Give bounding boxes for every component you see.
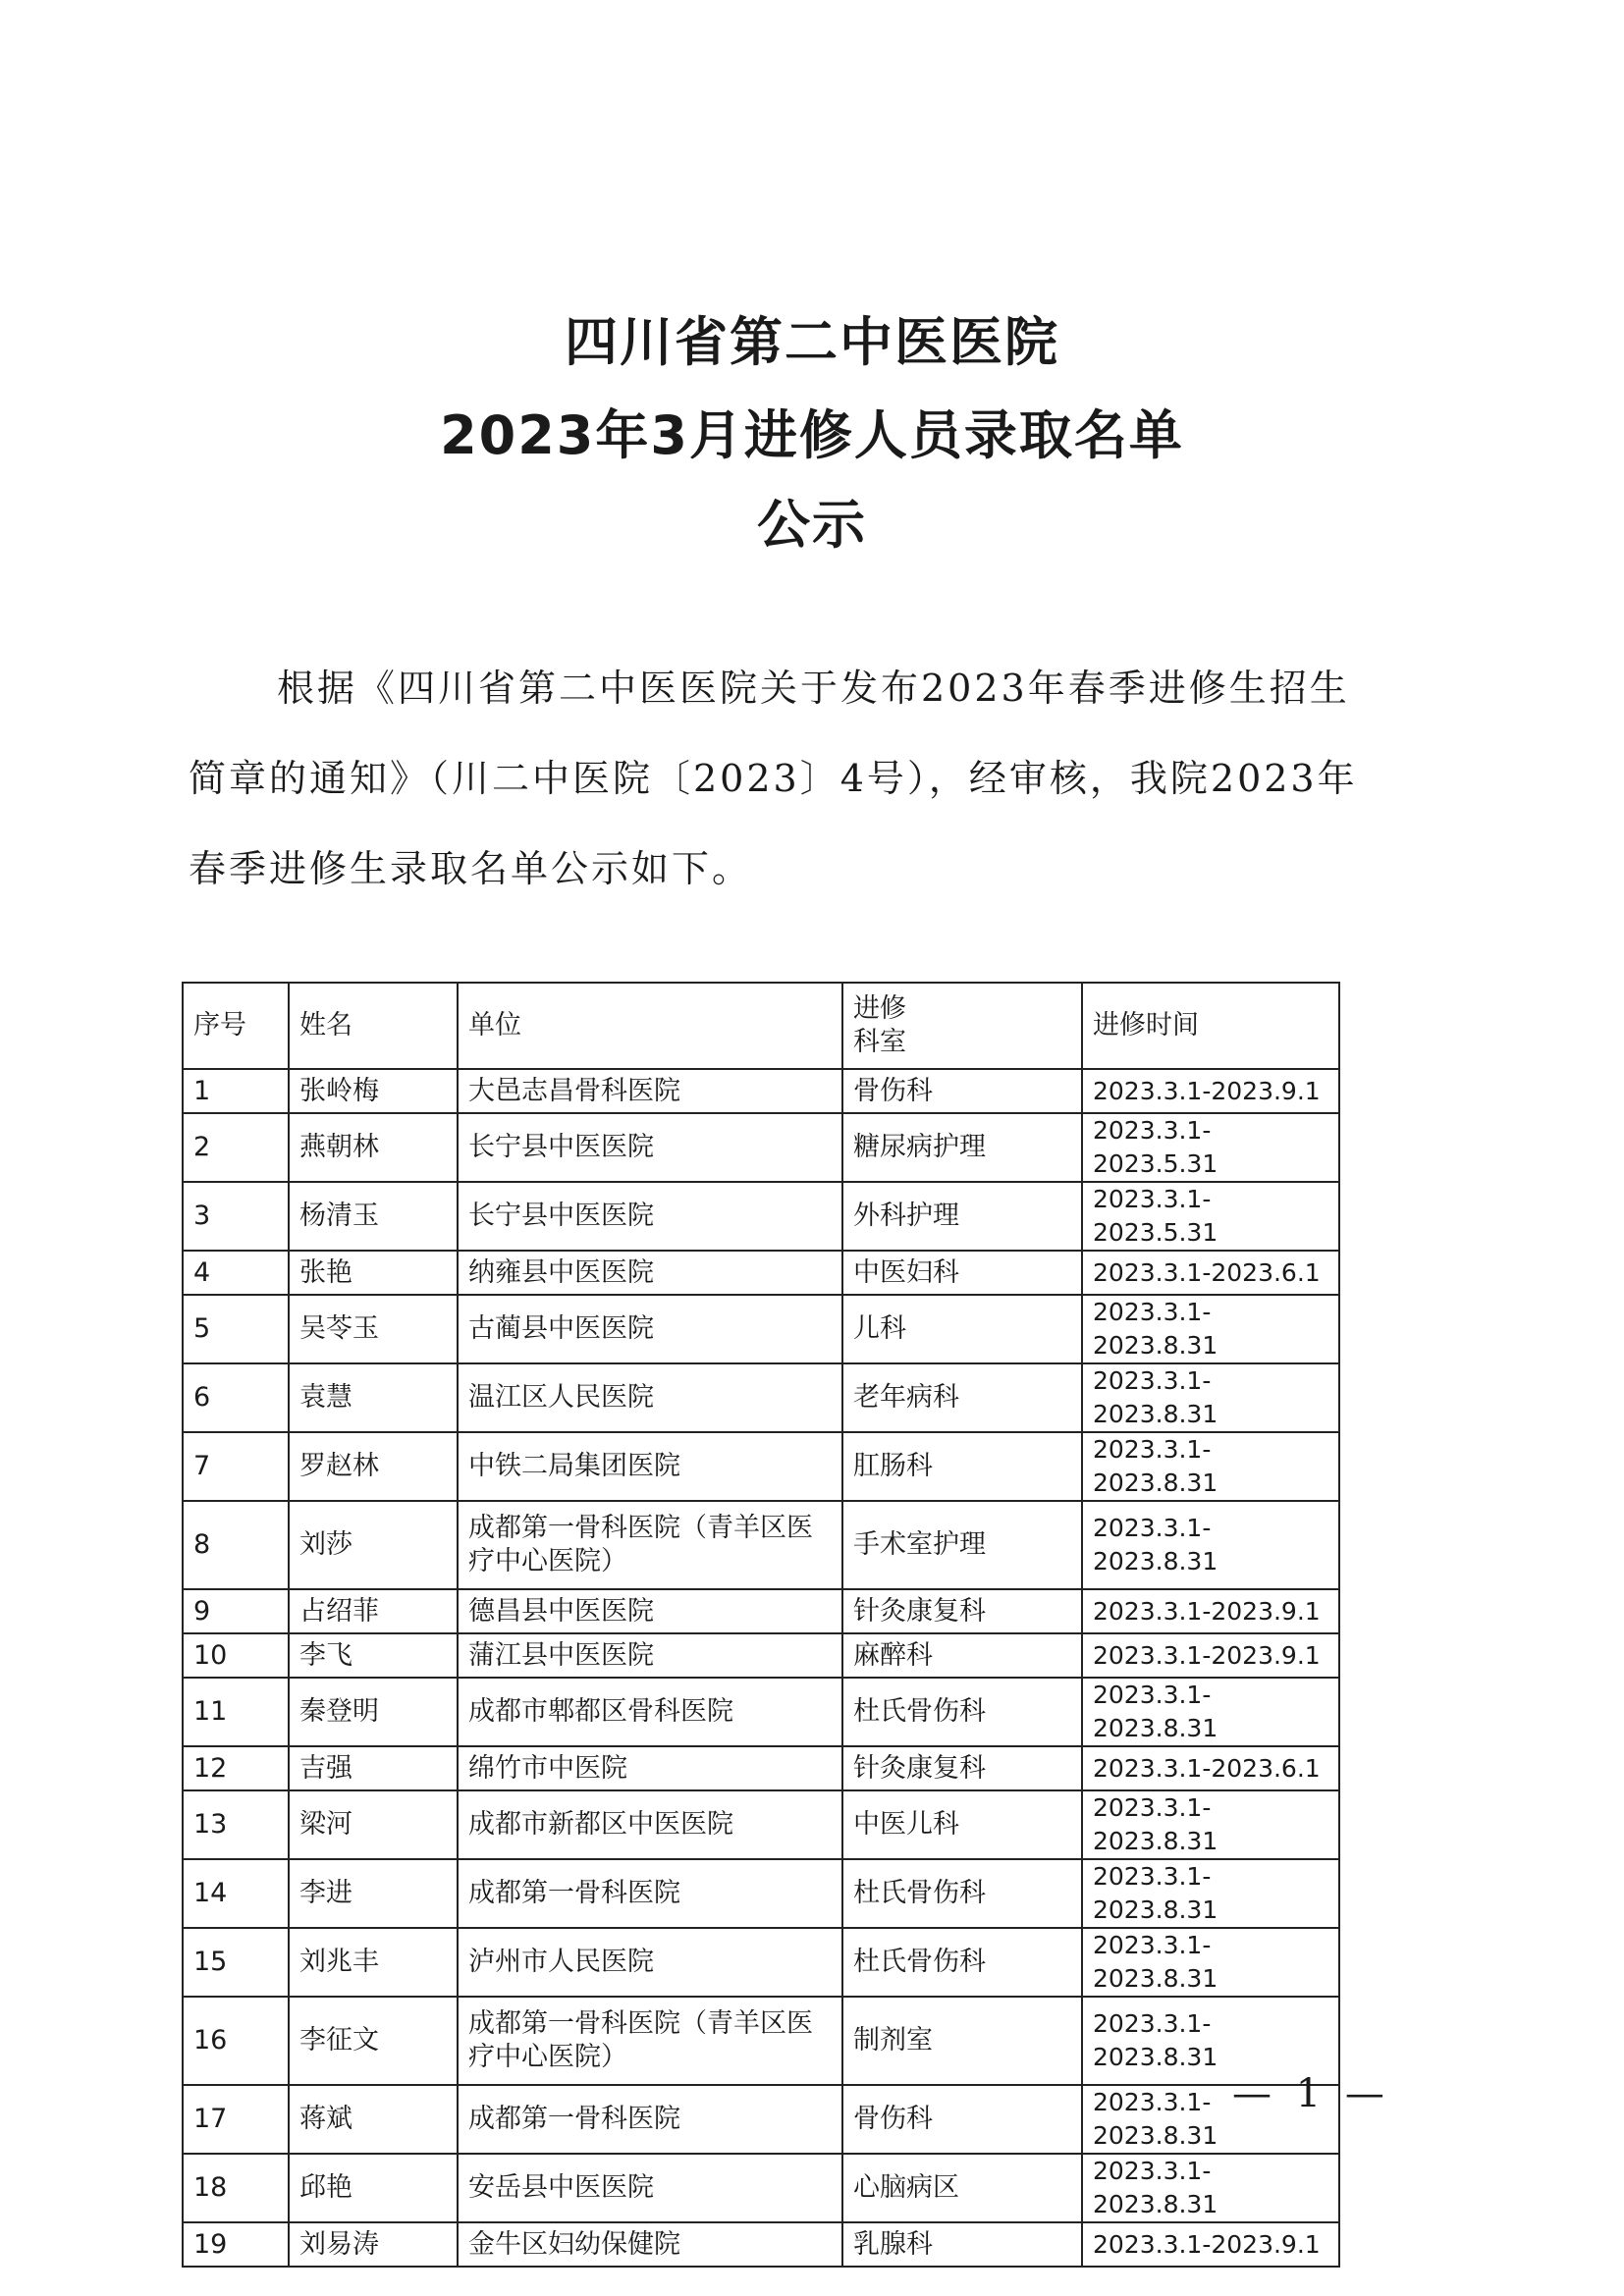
cell-period: 2023.3.1-2023.8.31 <box>1082 2085 1339 2154</box>
cell-period: 2023.3.1-2023.8.31 <box>1082 1363 1339 1432</box>
cell-no: 14 <box>183 1859 289 1928</box>
document-subtitle: 2023年3月进修人员录取名单 <box>440 404 1184 466</box>
cell-unit: 古蔺县中医医院 <box>458 1295 842 1363</box>
cell-unit: 蒲江县中医医院 <box>458 1633 842 1678</box>
cell-period: 2023.3.1-2023.9.1 <box>1082 1069 1339 1113</box>
cell-unit: 成都第一骨科医院 <box>458 2085 842 2154</box>
cell-dept: 麻醉科 <box>842 1633 1082 1678</box>
cell-dept: 手术室护理 <box>842 1501 1082 1589</box>
document-title: 四川省第二中医医院 <box>565 311 1059 373</box>
cell-period: 2023.3.1-2023.8.31 <box>1082 1295 1339 1363</box>
cell-name: 刘易涛 <box>289 2222 458 2267</box>
cell-unit: 成都第一骨科医院（青羊区医疗中心医院） <box>458 1501 842 1589</box>
cell-no: 13 <box>183 1790 289 1859</box>
document-heading-notice: 公示 <box>757 494 867 556</box>
cell-unit: 大邑志昌骨科医院 <box>458 1069 842 1113</box>
cell-name: 张岭梅 <box>289 1069 458 1113</box>
cell-dept: 制剂室 <box>842 1997 1082 2085</box>
cell-period: 2023.3.1-2023.5.31 <box>1082 1182 1339 1251</box>
table-body <box>183 1069 1339 2267</box>
cell-no: 6 <box>183 1363 289 1432</box>
cell-dept: 中医儿科 <box>842 1790 1082 1859</box>
cell-dept: 外科护理 <box>842 1182 1082 1251</box>
cell-unit: 成都第一骨科医院（青羊区医疗中心医院） <box>458 1997 842 2085</box>
cell-no: 3 <box>183 1182 289 1251</box>
cell-unit: 温江区人民医院 <box>458 1363 842 1432</box>
cell-no: 18 <box>183 2154 289 2222</box>
table-row <box>183 1589 1339 1633</box>
table-row <box>183 1182 1339 1251</box>
cell-name: 蒋斌 <box>289 2085 458 2154</box>
cell-period: 2023.3.1-2023.8.31 <box>1082 1678 1339 1746</box>
cell-dept: 心脑病区 <box>842 2154 1082 2222</box>
cell-period: 2023.3.1-2023.9.1 <box>1082 2222 1339 2267</box>
cell-no: 4 <box>183 1251 289 1295</box>
table-row <box>183 2222 1339 2267</box>
cell-period: 2023.3.1-2023.8.31 <box>1082 1790 1339 1859</box>
cell-period: 2023.3.1-2023.8.31 <box>1082 1997 1339 2085</box>
cell-dept: 儿科 <box>842 1295 1082 1363</box>
cell-name: 燕朝林 <box>289 1113 458 1182</box>
table-row <box>183 1633 1339 1678</box>
cell-unit: 长宁县中医医院 <box>458 1113 842 1182</box>
cell-name: 梁河 <box>289 1790 458 1859</box>
cell-name: 袁慧 <box>289 1363 458 1432</box>
cell-name: 吴苓玉 <box>289 1295 458 1363</box>
cell-unit: 成都市郫都区骨科医院 <box>458 1678 842 1746</box>
cell-unit: 德昌县中医医院 <box>458 1589 842 1633</box>
cell-no: 12 <box>183 1746 289 1790</box>
cell-dept: 杜氏骨伤科 <box>842 1859 1082 1928</box>
table-row <box>183 1251 1339 1295</box>
cell-dept: 糖尿病护理 <box>842 1113 1082 1182</box>
table-row <box>183 1928 1339 1997</box>
cell-name: 张艳 <box>289 1251 458 1295</box>
cell-name: 李征文 <box>289 1997 458 2085</box>
cell-no: 19 <box>183 2222 289 2267</box>
cell-period: 2023.3.1-2023.8.31 <box>1082 1928 1339 1997</box>
header-no: 序号 <box>183 983 289 1069</box>
cell-name: 李进 <box>289 1859 458 1928</box>
cell-dept: 乳腺科 <box>842 2222 1082 2267</box>
cell-period: 2023.3.1-2023.5.31 <box>1082 1113 1339 1182</box>
cell-name: 罗赵林 <box>289 1432 458 1501</box>
admission-table <box>182 982 1340 2268</box>
table-row <box>183 1501 1339 1589</box>
table-row <box>183 1790 1339 1859</box>
cell-unit: 成都第一骨科医院 <box>458 1859 842 1928</box>
header-unit: 单位 <box>458 983 842 1069</box>
cell-no: 11 <box>183 1678 289 1746</box>
cell-period: 2023.3.1-2023.8.31 <box>1082 2154 1339 2222</box>
cell-name: 李飞 <box>289 1633 458 1678</box>
table-row <box>183 1295 1339 1363</box>
cell-no: 10 <box>183 1633 289 1678</box>
cell-name: 刘兆丰 <box>289 1928 458 1997</box>
table-row <box>183 1069 1339 1113</box>
cell-period: 2023.3.1-2023.9.1 <box>1082 1589 1339 1633</box>
cell-dept: 杜氏骨伤科 <box>842 1928 1082 1997</box>
cell-unit: 中铁二局集团医院 <box>458 1432 842 1501</box>
page-number: — 1 — <box>1232 2071 1390 2116</box>
cell-unit: 成都市新都区中医医院 <box>458 1790 842 1859</box>
cell-unit: 金牛区妇幼保健院 <box>458 2222 842 2267</box>
cell-no: 16 <box>183 1997 289 2085</box>
table-row <box>183 2154 1339 2222</box>
cell-name: 邱艳 <box>289 2154 458 2222</box>
cell-no: 15 <box>183 1928 289 1997</box>
cell-unit: 泸州市人民医院 <box>458 1928 842 1997</box>
cell-dept: 老年病科 <box>842 1363 1082 1432</box>
table-row <box>183 1859 1339 1928</box>
cell-no: 17 <box>183 2085 289 2154</box>
cell-no: 1 <box>183 1069 289 1113</box>
cell-name: 占绍菲 <box>289 1589 458 1633</box>
cell-unit: 长宁县中医医院 <box>458 1182 842 1251</box>
cell-period: 2023.3.1-2023.8.31 <box>1082 1432 1339 1501</box>
table-row <box>183 1678 1339 1746</box>
table-header-row <box>183 983 1339 1069</box>
cell-period: 2023.3.1-2023.6.1 <box>1082 1251 1339 1295</box>
cell-unit: 绵竹市中医院 <box>458 1746 842 1790</box>
cell-no: 5 <box>183 1295 289 1363</box>
cell-dept: 针灸康复科 <box>842 1589 1082 1633</box>
intro-text: 根据《四川省第二中医医院关于发布2023年春季进修生招生简章的通知》（川二中医院〔2023〕4号），经审核，我院2023年春季进修生录取名单公示如下。 <box>189 667 1358 890</box>
table-row <box>183 1113 1339 1182</box>
header-dept <box>842 983 1082 1069</box>
cell-unit: 纳雍县中医医院 <box>458 1251 842 1295</box>
cell-name: 杨清玉 <box>289 1182 458 1251</box>
table-row <box>183 1363 1339 1432</box>
cell-no: 2 <box>183 1113 289 1182</box>
cell-dept: 中医妇科 <box>842 1251 1082 1295</box>
header-name: 姓名 <box>289 983 458 1069</box>
cell-period: 2023.3.1-2023.6.1 <box>1082 1746 1339 1790</box>
table-row <box>183 1997 1339 2085</box>
header-dept-line1: 进修 <box>853 993 906 1024</box>
table-row <box>183 1746 1339 1790</box>
cell-no: 9 <box>183 1589 289 1633</box>
cell-period: 2023.3.1-2023.9.1 <box>1082 1633 1339 1678</box>
table-row <box>183 1432 1339 1501</box>
cell-dept: 肛肠科 <box>842 1432 1082 1501</box>
table-row <box>183 2085 1339 2154</box>
cell-period: 2023.3.1-2023.8.31 <box>1082 1859 1339 1928</box>
cell-name: 秦登明 <box>289 1678 458 1746</box>
cell-name: 吉强 <box>289 1746 458 1790</box>
cell-no: 7 <box>183 1432 289 1501</box>
cell-dept: 骨伤科 <box>842 1069 1082 1113</box>
intro-paragraph <box>189 643 1381 914</box>
cell-dept: 杜氏骨伤科 <box>842 1678 1082 1746</box>
cell-unit: 安岳县中医医院 <box>458 2154 842 2222</box>
header-dept-line2: 科室 <box>853 1027 906 1057</box>
header-period: 进修时间 <box>1082 983 1339 1069</box>
cell-dept: 骨伤科 <box>842 2085 1082 2154</box>
cell-period: 2023.3.1-2023.8.31 <box>1082 1501 1339 1589</box>
cell-no: 8 <box>183 1501 289 1589</box>
cell-dept: 针灸康复科 <box>842 1746 1082 1790</box>
cell-name: 刘莎 <box>289 1501 458 1589</box>
